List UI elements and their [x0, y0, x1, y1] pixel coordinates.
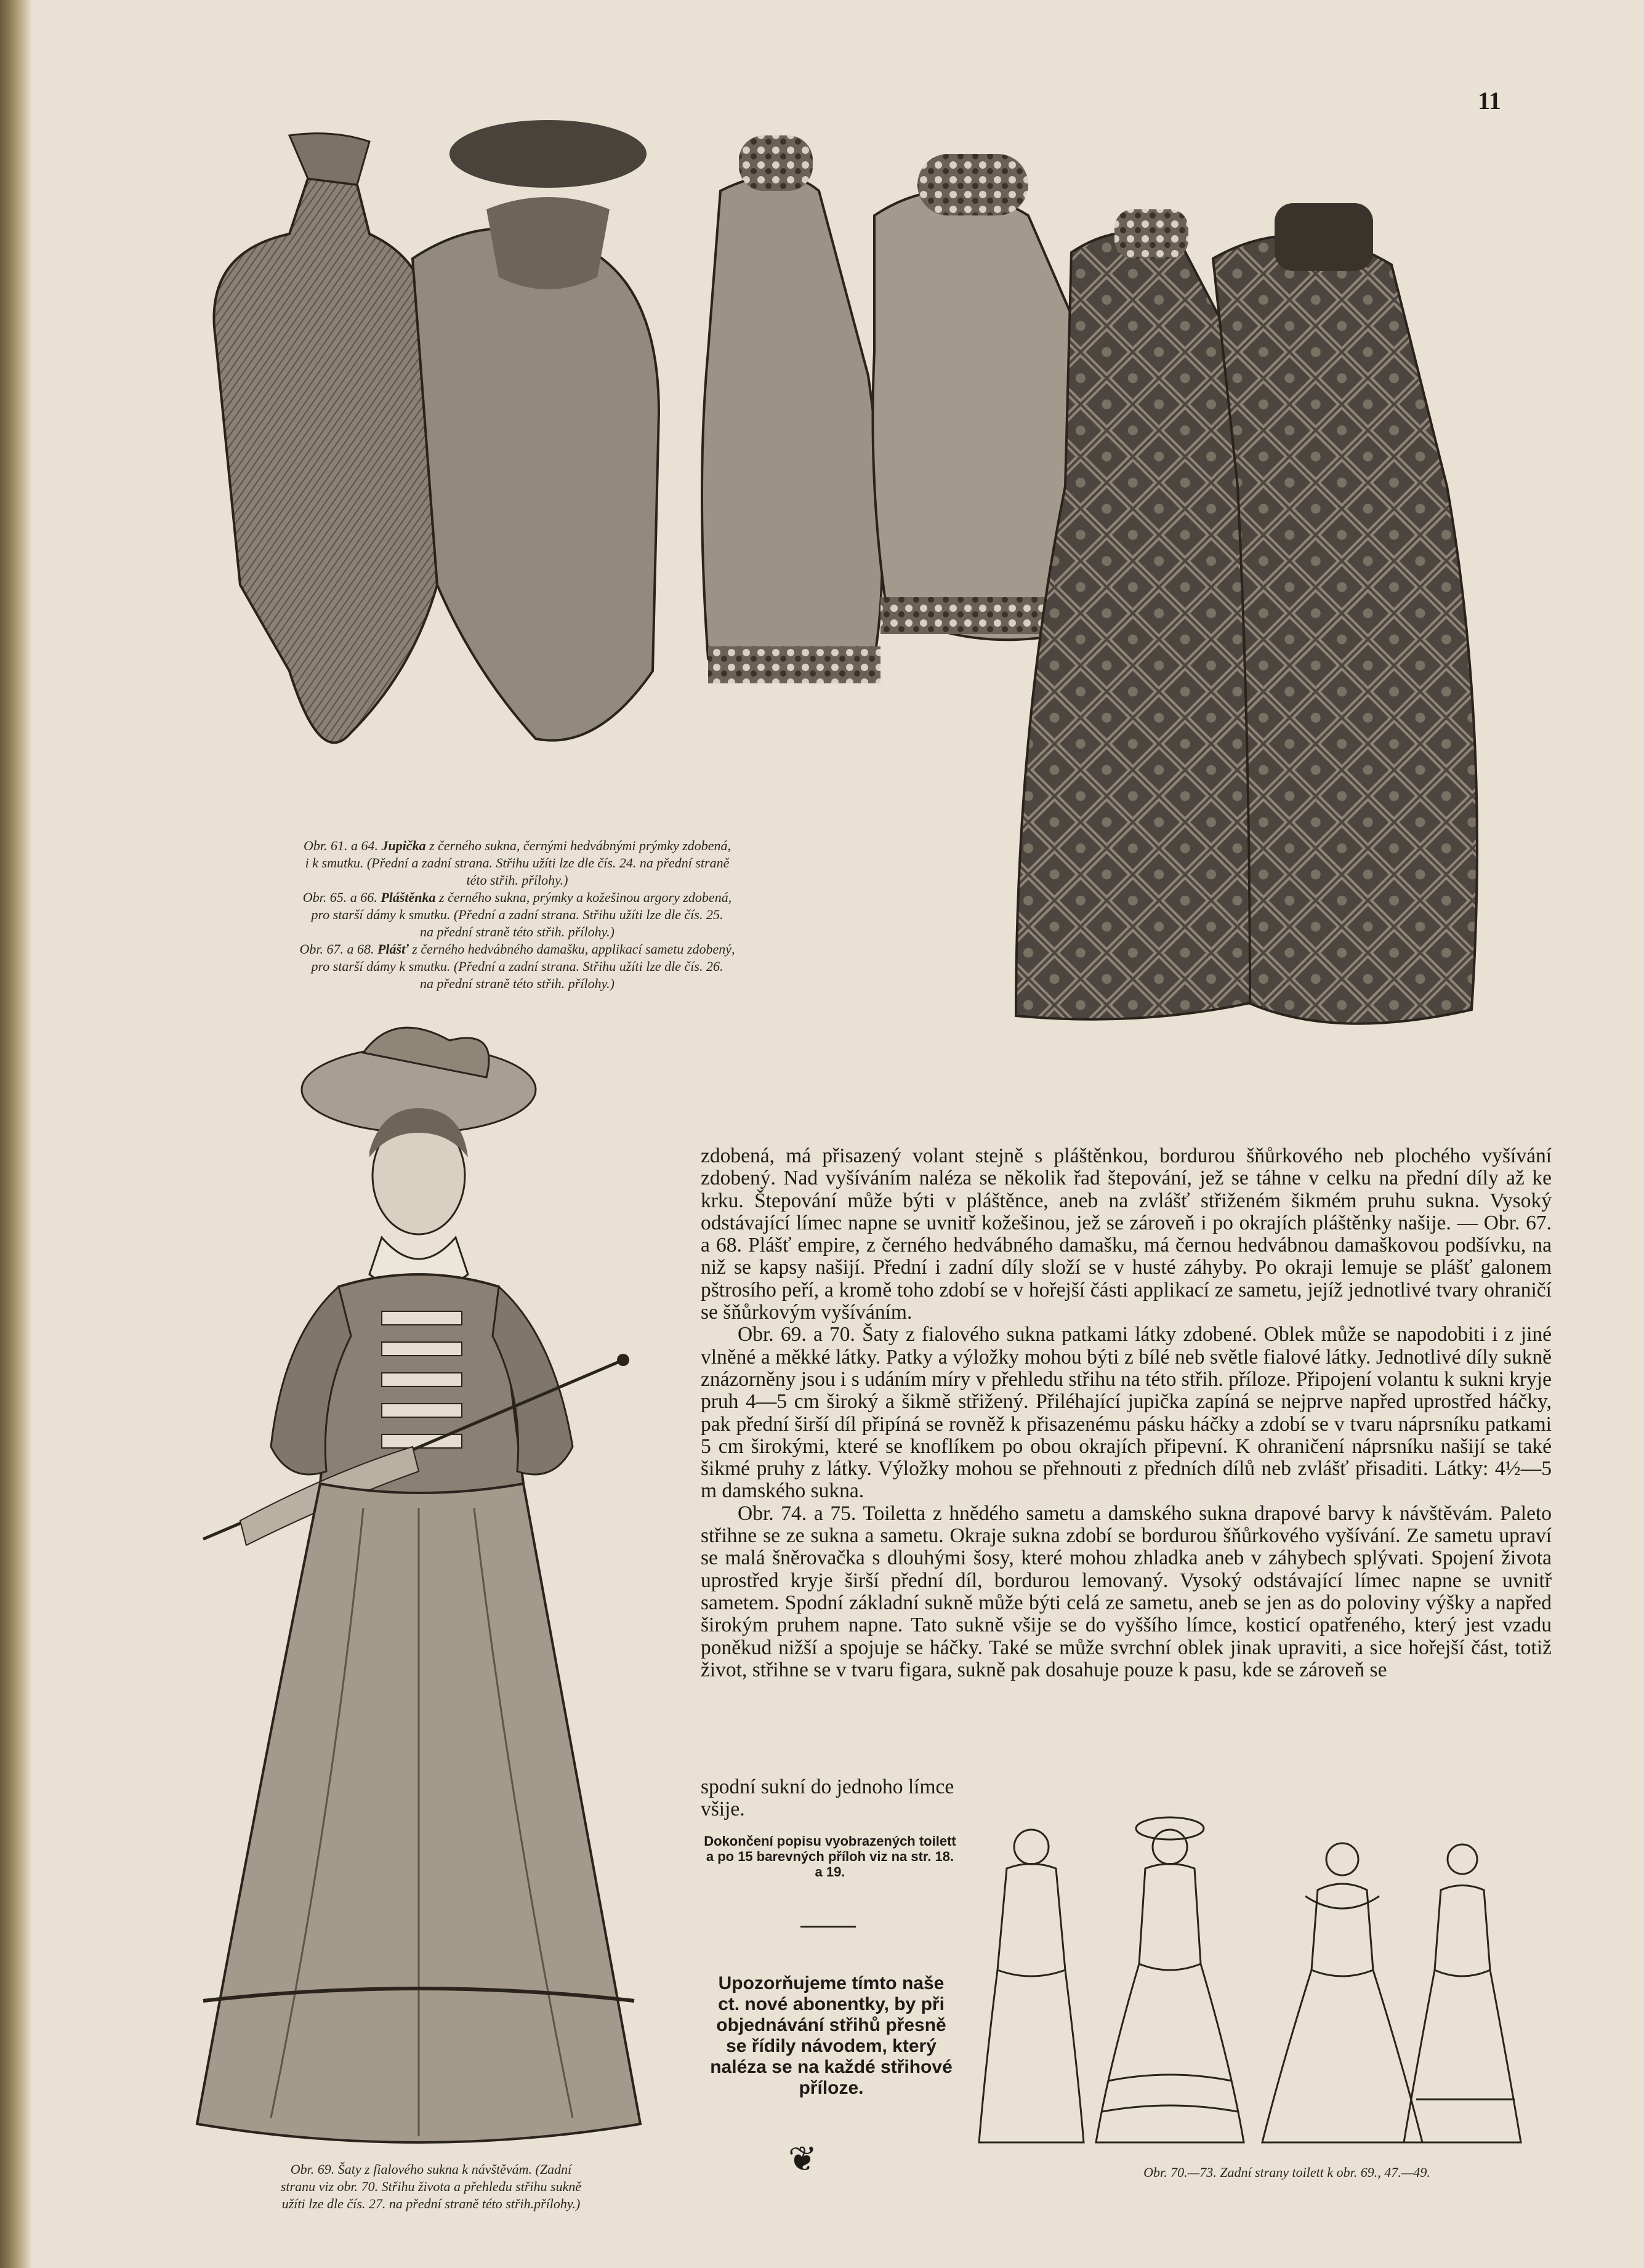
paragraph-tail: spodní sukní do jednoho límce všije.: [701, 1775, 954, 1821]
book-spine-edge: [0, 0, 32, 2268]
coat-back-figure: [1213, 203, 1477, 1024]
notice-subscribers: Upozorňujeme tímto naše ct. nové abonentky, by při objednávání střihů přesně se řídily návodem, který naléza se na každé střihové příloze.: [710, 1973, 953, 2098]
fleuron-ornament: ❦: [788, 2141, 817, 2179]
caption-obr-61-68: Obr. 61. a 64. Jupička z černého sukna, černými hedvábnými prýmky zdobená, i k smutku. (Přední a zadní strana. Střihu užíti lze dle čís. 24. na přední straně této střih. přílohy.) Obr. 65. a 66. Pláštěnka z černého sukna, prýmky a kožešinou argory zdobená, pro starší dámy k smutku. (Přední a zadní strana. Střihu užíti lze dle čís. 25. na přední straně této střih. přílohy.) Obr. 67. a 68. Plášť z černého hedvábného damašku, applikací sametu zdobený, pro starší dámy k smutku. (Přední a zadní strana. Střihu užíti lze dle čís. 26. na přední straně této střih. přílohy.): [299, 838, 735, 991]
caption-obr-69: Obr. 69. Šaty z fialového sukna k návštěvám. (Zadní stranu viz obr. 70. Střihu života a přehledu střihu sukně užíti lze dle čís. 27. na přední straně této střih.přílohy.): [280, 2161, 582, 2211]
page-number: 11: [1478, 87, 1501, 115]
caption-obr-70-73: Obr. 70.—73. Zadní strany toilett k obr. 69., 47.—49.: [1143, 2165, 1430, 2180]
engraving-woman-visiting-dress: [179, 1016, 665, 2155]
jacket-front-figure: [214, 134, 438, 743]
article-body: [701, 1145, 1552, 1681]
jacket-back-figure: [413, 120, 659, 741]
sketches-back-views: [973, 1810, 1527, 2155]
cape-back-figure: [702, 135, 882, 683]
paragraph-obr-69-70: Obr. 69. a 70. Šaty z fialového sukna patkami látky zdobené. Oblek může se napodobiti i z jiné vlněné a měkké látky. Patky a výložky mohou býti z bílé neb světle fialové látky. Jednotlivé díly sukně znázorněny jsou i s udáním míry v přehledu střihu na této střih. příloze. Připojení volantu k sukni kryje pruh 4—5 cm široký a šikmě střižený. Přiléhající jupička zapíná se nejprve napřed uprostřed háčky, pak přední širší díl připíná se rovněž k přisazenému pásku háčky a zdobí se v tvaru náprsníku patkami 5 cm širokými, které se knoflíkem po obou okrajích připevní. K ohraničení náprsníku našijí se také šikmé pruhy z látky. Výložky mohou se přehnouti z předních dílů neb zvlášť přisaditi. Látky: 4½—5 m damského sukna.: [701, 1323, 1552, 1503]
divider-rule: [800, 1926, 856, 1928]
notice-continuation: Dokončení popisu vyobrazených toilett a po 15 barevných příloh viz na str. 18. a 19.: [704, 1833, 956, 1880]
paragraph-capes: zdobená, má přisazený volant stejně s pláštěnkou, bordurou šňůrkového neb plochého vyšívání zdobený. Nad vyšíváním naléza se několik řad štepování, jež se táhne v celku na přední díly až ke krku. Štepování může býti v pláštěnce, aneb na zvlášť střiženém šikmém pruhu sukna. Vysoký odstávající límec napne se uvnitř kožešinou, jež se zároveň i po okrajích pláštěnky našije. — Obr. 67. a 68. Plášť empire, z černého hedvábného damašku, má černou hedvábnou damaškovou podšívku, na niž se kapsy našijí. Přední i zadní díly složí se v husté záhyby. Po okraji lemuje se plášť galonem pštrosího peří, a kromě toho zdobí se v hořejší části applikací ze sametu, jejíž jednotlivé tvary ohraničí se šňůrkovým vyšíváním.: [701, 1144, 1552, 1324]
paragraph-obr-74-75: Obr. 74. a 75. Toiletta z hnědého sametu a damského sukna drapové barvy k návštěvám. Paleto střihne se ze sukna a sametu. Okraje sukna zdobí se bordurou šňůrkového vyšívání. Ze sametu upraví se malá šněrovačka s dlouhými šosy, které mohou zhladka aneb v záhybech splývati. Spojení života uprostřed kryje širší přední díl, bordurou lemovaný. Vysoký odstávající límec napne se uvnitř sametem. Spodní základní sukně může býti celá ze sametu, aneb se jen as do poloviny výšky a napřed širokým pruhem napne. Tato sukně všije se do vyššího límce, kosticí opatřeného, který jest vzadu poněkud nižší a spojuje se háčky. Také se může svrchní oblek jinak upraviti, a sice hořejší část, totiž život, střihne se v tvaru figara, sukně pak dosahuje pouze k pasu, kde se zároveň se: [701, 1502, 1552, 1681]
